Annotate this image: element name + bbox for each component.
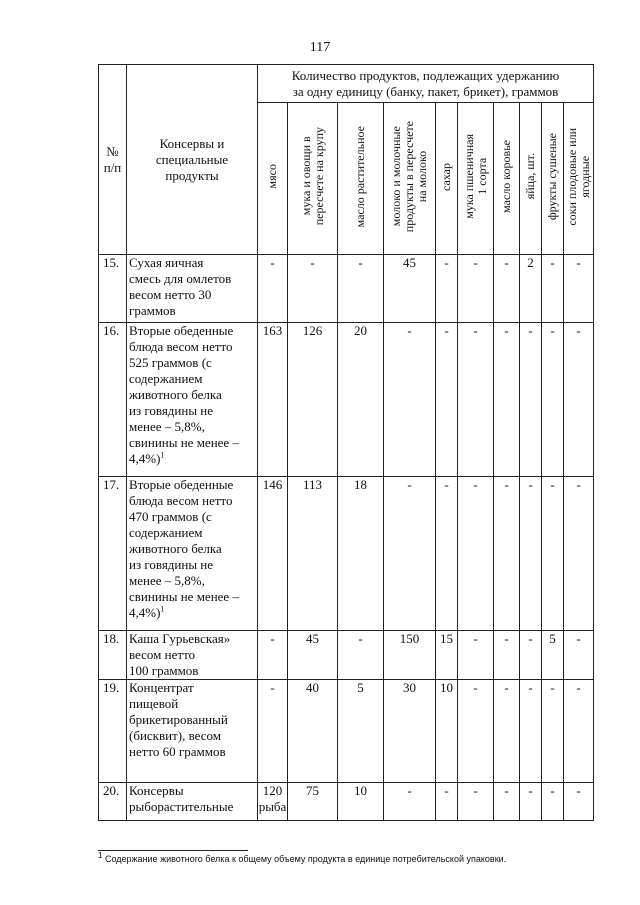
value-cell: - — [288, 255, 338, 323]
value-cell: - — [258, 631, 288, 680]
column-header-3: масло растительное — [338, 103, 384, 255]
value-cell: - — [494, 680, 520, 783]
column-header-2: мука и овощи в пересчете на крупу — [288, 103, 338, 255]
value-cell: 75 — [288, 783, 338, 821]
value-cell: 45 — [384, 255, 436, 323]
value-cell: - — [564, 783, 594, 821]
column-header-product: Консервы и специальные продукты — [127, 65, 258, 255]
value-cell: - — [436, 783, 458, 821]
table-row — [99, 323, 594, 477]
footnote — [98, 851, 507, 864]
row-number: 15. — [99, 255, 127, 323]
value-cell: - — [258, 680, 288, 783]
column-header-6: мука пшеничная 1 сорта — [458, 103, 494, 255]
value-cell: - — [520, 680, 542, 783]
row-number: 17. — [99, 477, 127, 631]
column-header-number: № п/п — [99, 65, 127, 255]
row-number: 16. — [99, 323, 127, 477]
column-header-9: фрукты сушеные — [542, 103, 564, 255]
value-cell: - — [542, 323, 564, 477]
value-cell: 30 — [384, 680, 436, 783]
value-cell: - — [458, 680, 494, 783]
value-cell: - — [564, 631, 594, 680]
value-cell: - — [542, 255, 564, 323]
value-cell: - — [436, 477, 458, 631]
footnote-marker: 1 — [98, 851, 103, 860]
value-cell: - — [542, 477, 564, 631]
table-row — [99, 680, 594, 783]
table-row — [99, 783, 594, 821]
product-name: Вторые обеденные блюда весом нетто 470 граммов (с содержанием животного белка из говядины не менее – 5,8%, свинины не менее – 4,4%)$^1$ — [127, 477, 258, 631]
column-header-4: молоко и молочные продукты в пересчете на молоко — [384, 103, 436, 255]
value-cell: - — [436, 255, 458, 323]
value-cell: - — [384, 477, 436, 631]
row-number: 20. — [99, 783, 127, 821]
value-cell: - — [564, 477, 594, 631]
value-cell: - — [458, 631, 494, 680]
value-cell: - — [436, 323, 458, 477]
product-name: Консервы рыборастительные — [127, 783, 258, 821]
value-cell: 45 — [288, 631, 338, 680]
row-number: 18. — [99, 631, 127, 680]
value-cell: 40 — [288, 680, 338, 783]
column-header-5: сахар — [436, 103, 458, 255]
value-cell: - — [494, 783, 520, 821]
value-cell: - — [458, 783, 494, 821]
value-cell: 10 — [436, 680, 458, 783]
value-cell: - — [520, 783, 542, 821]
column-header-7: масло коровье — [494, 103, 520, 255]
value-cell: 113 — [288, 477, 338, 631]
footnote-text: Содержание животного белка к общему объему продукта в единице потребительской упаковки. — [104, 854, 507, 864]
value-cell: - — [520, 631, 542, 680]
column-group-header: Количество продуктов, подлежащих удержанию за одну единицу (банку, пакет, брикет), граммов — [258, 65, 594, 103]
value-cell: 15 — [436, 631, 458, 680]
table-row — [99, 631, 594, 680]
footnote-ref: 1 — [160, 450, 165, 460]
value-cell: - — [494, 477, 520, 631]
value-cell: 146 — [258, 477, 288, 631]
value-cell: 126 — [288, 323, 338, 477]
row-number: 19. — [99, 680, 127, 783]
product-name: Концентрат пищевой брикетированный (бисквит), весом нетто 60 граммов — [127, 680, 258, 783]
value-cell: 150 — [384, 631, 436, 680]
value-cell: - — [494, 323, 520, 477]
column-header-1: мясо — [258, 103, 288, 255]
value-cell: - — [338, 255, 384, 323]
column-header-8: яйца, шт. — [520, 103, 542, 255]
value-cell: - — [258, 255, 288, 323]
value-cell: - — [458, 323, 494, 477]
value-cell: - — [458, 477, 494, 631]
value-cell: 20 — [338, 323, 384, 477]
product-name: Сухая яичная смесь для омлетов весом нетто 30 граммов — [127, 255, 258, 323]
value-cell: 5 — [542, 631, 564, 680]
value-cell: - — [564, 323, 594, 477]
product-name: Вторые обеденные блюда весом нетто 525 граммов (с содержанием животного белка из говядины не менее – 5,8%, свинины не менее – 4,4%)$^1$ — [127, 323, 258, 477]
product-name: Каша Гурьевская» весом нетто 100 граммов — [127, 631, 258, 680]
value-cell: - — [338, 631, 384, 680]
footnote-ref: 1 — [160, 604, 165, 614]
value-cell: 10 — [338, 783, 384, 821]
value-cell: - — [564, 255, 594, 323]
provisions-table — [98, 64, 594, 821]
value-cell: 5 — [338, 680, 384, 783]
value-cell: - — [542, 680, 564, 783]
table-row — [99, 255, 594, 323]
page-number: 117 — [309, 40, 331, 55]
value-cell: - — [384, 783, 436, 821]
table-row — [99, 477, 594, 631]
value-cell: 120 рыба — [258, 783, 288, 821]
column-header-10: соки плодовые или ягодные — [564, 103, 594, 255]
value-cell: - — [494, 631, 520, 680]
footnote-divider — [98, 850, 248, 851]
value-cell: 18 — [338, 477, 384, 631]
value-cell: - — [564, 680, 594, 783]
value-cell: - — [494, 255, 520, 323]
value-cell: - — [458, 255, 494, 323]
value-cell: - — [384, 323, 436, 477]
value-cell: 2 — [520, 255, 542, 323]
value-cell: 163 — [258, 323, 288, 477]
value-cell: - — [542, 783, 564, 821]
value-cell: - — [520, 323, 542, 477]
value-cell: - — [520, 477, 542, 631]
